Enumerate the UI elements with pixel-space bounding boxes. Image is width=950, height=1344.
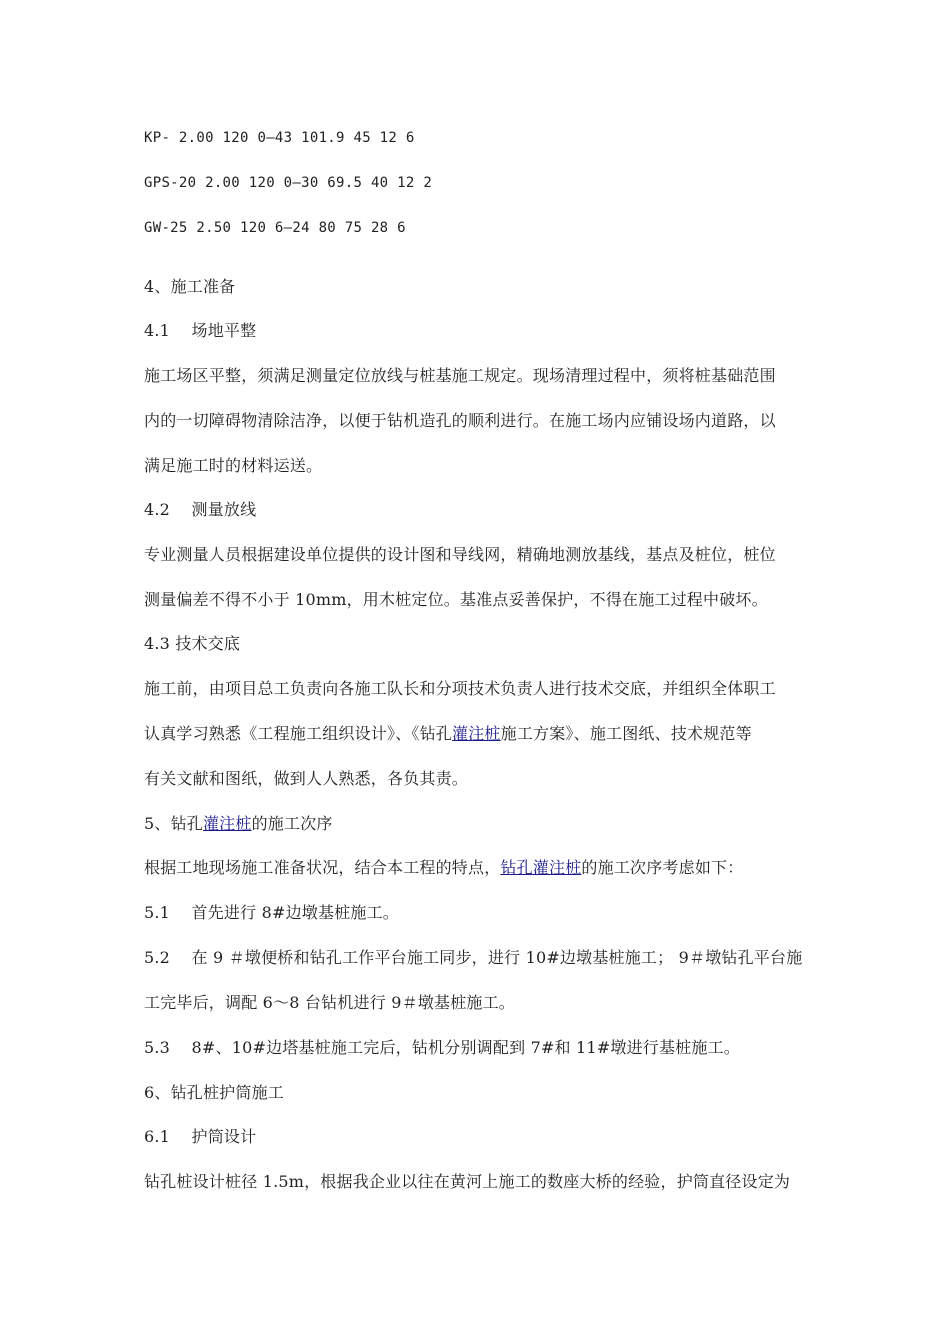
guanzhuzhuang-link[interactable]: 灌注桩 — [452, 724, 501, 743]
section-4-2-heading: 4.2 测量放线 — [144, 500, 257, 519]
table-row-kp: KP- 2.00 120 0—43 101.9 45 12 6 — [144, 130, 415, 146]
section-5-2-line-1: 5.2 在 9 ＃墩便桥和钻孔工作平台施工同步，进行 10#边墩基桩施工； 9＃墩钻孔平台施 — [144, 948, 803, 967]
section-4-1-heading: 4.1 场地平整 — [144, 321, 257, 340]
section-6-1-heading: 6.1 护筒设计 — [144, 1127, 257, 1146]
section-4-1-line-2: 内的一切障碍物清除洁净，以便于钻机造孔的顺利进行。在施工场内应铺设场内道路，以 — [144, 411, 776, 430]
section-4-2-line-2: 测量偏差不得不小于 10mm，用木桩定位。基准点妥善保护，不得在施工过程中破坏。 — [144, 590, 768, 609]
section-4-2-line-1: 专业测量人员根据建设单位提供的设计图和导线网，精确地测放基线，基点及桩位，桩位 — [144, 545, 776, 564]
section-5-intro-post: 的施工次序考虑如下： — [581, 858, 744, 877]
section-4-3-line-2-post: 施工方案》、施工图纸、技术规范等 — [500, 724, 752, 743]
section-4-3-line-3: 有关文献和图纸，做到人人熟悉，各负其责。 — [144, 769, 469, 788]
section-6-1-line-1: 钻孔桩设计桩径 1.5m，根据我企业以往在黄河上施工的数座大桥的经验，护筒直径设定为 — [144, 1172, 791, 1191]
section-5-heading-post: 的施工次序 — [251, 814, 333, 833]
zuankong-guanzhuzhuang-link[interactable]: 钻孔灌注桩 — [500, 858, 582, 877]
section-4-heading: 4、施工准备 — [144, 277, 236, 296]
section-5-heading-pre: 5、钻孔 — [144, 814, 203, 833]
section-6-heading: 6、钻孔桩护筒施工 — [144, 1083, 284, 1102]
section-4-1-line-3: 满足施工时的材料运送。 — [144, 456, 323, 475]
section-5-heading — [144, 814, 814, 834]
table-row-gw25: GW-25 2.50 120 6—24 80 75 28 6 — [144, 220, 406, 236]
section-5-3: 5.3 8#、10#边塔基桩施工完后，钻机分别调配到 7#和 11#墩进行基桩施工。 — [144, 1038, 741, 1057]
section-5-2-line-2: 工完毕后，调配 6～8 台钻机进行 9＃墩基桩施工。 — [144, 993, 515, 1012]
table-row-gps20: GPS-20 2.00 120 0—30 69.5 40 12 2 — [144, 175, 433, 191]
section-5-heading-link[interactable]: 灌注桩 — [202, 814, 252, 833]
section-4-3-heading: 4.3 技术交底 — [144, 634, 241, 653]
section-5-intro — [144, 858, 814, 878]
section-4-3-line-2-pre: 认真学习熟悉《工程施工组织设计》、《钻孔 — [144, 724, 453, 743]
section-5-1: 5.1 首先进行 8#边墩基桩施工。 — [144, 903, 400, 922]
section-5-intro-pre: 根据工地现场施工准备状况，结合本工程的特点， — [144, 858, 501, 877]
section-4-1-line-1: 施工场区平整，须满足测量定位放线与桩基施工规定。现场清理过程中，须将桩基础范围 — [144, 366, 776, 385]
section-4-3-line-2 — [144, 724, 814, 744]
section-4-3-line-1: 施工前，由项目总工负责向各施工队长和分项技术负责人进行技术交底，并组织全体职工 — [144, 679, 776, 698]
